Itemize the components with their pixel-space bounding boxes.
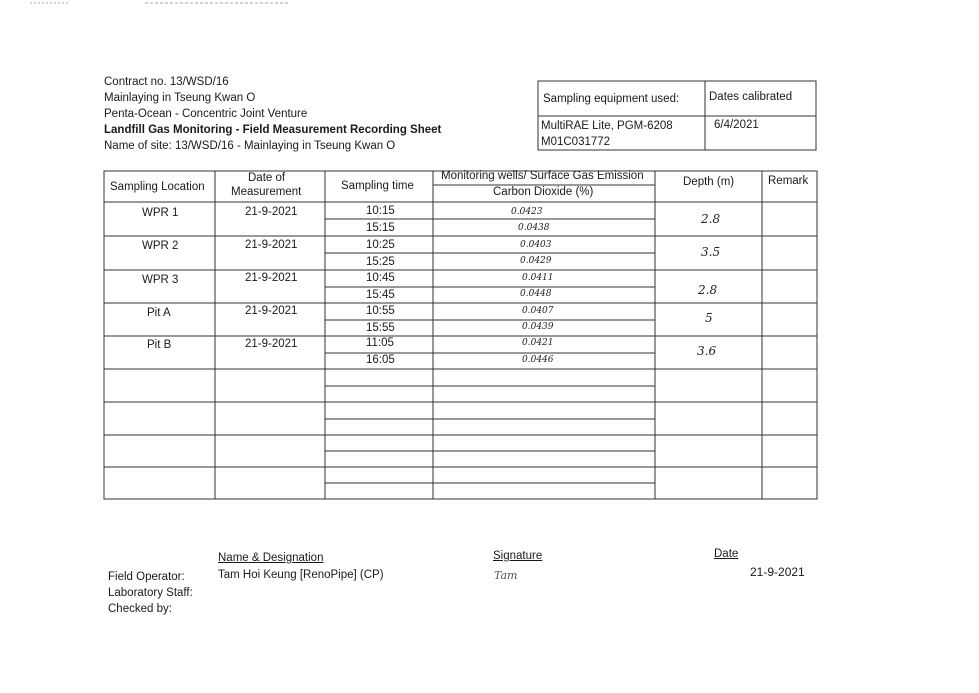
checked-by-label: Checked by: — [108, 603, 172, 615]
header-gas-line1: Monitoring wells/ Surface Gas Emission — [441, 170, 644, 182]
row-date: 21-9-2021 — [245, 305, 298, 317]
header-date-line1: Date of — [248, 172, 286, 184]
row-depth: 3.5 — [701, 245, 721, 259]
header-gas-line2: Carbon Dioxide (%) — [493, 186, 594, 198]
lab-staff-label: Laboratory Staff: — [108, 587, 193, 599]
contract-number: Contract no. 13/WSD/16 — [104, 76, 229, 88]
calibration-date: 6/4/2021 — [714, 119, 759, 131]
row-time-2: 15:55 — [366, 322, 395, 334]
row-date: 21-9-2021 — [245, 272, 298, 284]
row-time-2: 15:25 — [366, 256, 395, 268]
name-designation-header: Name & Designation — [218, 552, 324, 564]
row-time-2: 16:05 — [366, 354, 395, 366]
date-header: Date — [714, 548, 739, 560]
row-co2-1: 0.0421 — [522, 338, 554, 348]
row-location: Pit B — [147, 339, 172, 351]
row-co2-2: 0.0448 — [520, 289, 552, 299]
row-depth: 2.8 — [698, 283, 718, 297]
joint-venture: Penta-Ocean - Concentric Joint Venture — [104, 108, 308, 120]
row-location: WPR 2 — [142, 240, 179, 252]
field-operator-label: Field Operator: — [108, 571, 185, 583]
equipment-model: MultiRAE Lite, PGM-6208 — [541, 120, 673, 132]
row-time-1: 10:25 — [366, 239, 395, 251]
row-time-2: 15:45 — [366, 289, 395, 301]
row-date: 21-9-2021 — [245, 206, 298, 218]
row-time-1: 10:15 — [366, 205, 395, 217]
row-location: WPR 1 — [142, 207, 179, 219]
signature-header: Signature — [493, 550, 543, 562]
row-co2-2: 0.0446 — [522, 355, 554, 365]
row-co2-1: 0.0423 — [511, 207, 543, 217]
row-date: 21-9-2021 — [245, 239, 298, 251]
row-depth: 5 — [705, 311, 713, 325]
equipment-serial: M01C031772 — [541, 136, 611, 148]
operator-signature: Tam — [494, 569, 518, 582]
row-co2-2: 0.0438 — [518, 223, 550, 233]
row-co2-2: 0.0439 — [522, 322, 554, 332]
dates-calibrated-label: Dates calibrated — [709, 91, 793, 103]
row-co2-1: 0.0411 — [522, 273, 554, 283]
row-date: 21-9-2021 — [245, 338, 298, 350]
row-co2-1: 0.0403 — [520, 240, 552, 250]
site-name: Name of site: 13/WSD/16 - Mainlaying in Tseung Kwan O — [104, 140, 396, 152]
header-depth: Depth (m) — [683, 176, 735, 188]
sheet-title: Landfill Gas Monitoring - Field Measurement Recording Sheet — [104, 124, 442, 136]
row-co2-2: 0.0429 — [520, 256, 552, 266]
project-name: Mainlaying in Tseung Kwan O — [104, 92, 256, 104]
row-location: Pit A — [147, 307, 171, 319]
row-depth: 2.8 — [701, 212, 721, 226]
row-location: WPR 3 — [142, 274, 179, 286]
header-location: Sampling Location — [110, 181, 205, 193]
header-date-line2: Measurement — [231, 186, 302, 198]
row-time-1: 10:45 — [366, 272, 395, 284]
header-remark: Remark — [768, 175, 809, 187]
equipment-used-label: Sampling equipment used: — [543, 93, 680, 105]
row-time-2: 15:15 — [366, 222, 395, 234]
header-time: Sampling time — [341, 180, 414, 192]
row-time-1: 10:55 — [366, 305, 395, 317]
field-operator-name: Tam Hoi Keung [RenoPipe] (CP) — [218, 569, 384, 581]
sign-date: 21-9-2021 — [750, 565, 805, 579]
row-co2-1: 0.0407 — [522, 306, 554, 316]
row-depth: 3.6 — [697, 344, 717, 358]
row-time-1: 11:05 — [366, 337, 394, 349]
